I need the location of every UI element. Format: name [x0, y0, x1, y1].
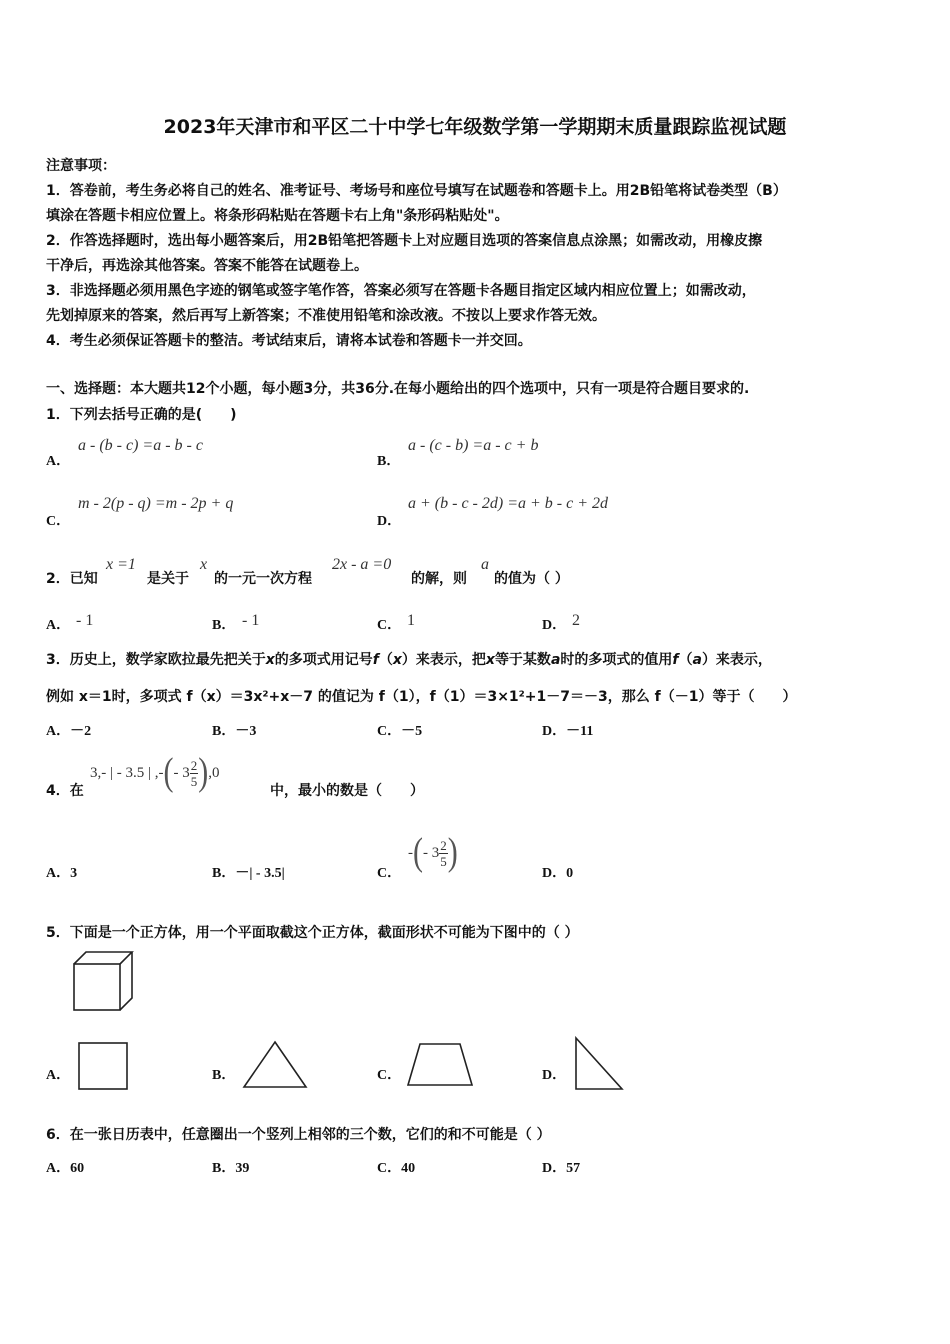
q2-option-b: - 1	[242, 612, 260, 629]
q2-option-c: 1	[407, 612, 415, 629]
q2-option-a-label: A．	[46, 618, 71, 633]
q4-option-b: B．－| - 3.5|	[212, 866, 285, 881]
q1-stem: 1．下列去括号正确的是( )	[46, 407, 237, 423]
q2-math: x =1	[106, 556, 136, 573]
q3-option-d: D．－11	[542, 724, 594, 739]
notice-line: 4．考生必须保证答题卡的整洁。考试结束后，请将本试卷和答题卡一并交回。	[46, 333, 532, 349]
q4-math-set	[90, 750, 220, 794]
fraction: $\frac{2}{5}$	[190, 757, 198, 789]
q2-option-d-label: D．	[542, 618, 567, 633]
trapezoid-shape	[406, 1042, 474, 1088]
right-triangle-shape	[574, 1036, 624, 1092]
q1-option-a: a - (b - c) =a - b - c	[78, 437, 203, 454]
q4-math: - 3	[173, 764, 190, 781]
q4-math: 3,- | - 3.5 | ,-	[90, 764, 164, 781]
q1-option-a-label: A．	[46, 454, 71, 469]
right-paren: )	[447, 830, 458, 874]
q4-stem-part: 4．在	[46, 783, 84, 799]
q2-option-b-label: B．	[212, 618, 236, 633]
notice-heading: 注意事项：	[46, 158, 116, 174]
notice-line: 干净后，再选涂其他答案。答案不能答在试题卷上。	[46, 258, 368, 274]
q2-stem-part: 的解，则	[411, 571, 467, 587]
q6-option-a: A．60	[46, 1161, 85, 1176]
q2-math: a	[481, 556, 489, 573]
right-paren: )	[198, 750, 209, 794]
q1-option-d-label: D．	[377, 514, 402, 529]
q2-stem-part: 2．已知	[46, 571, 98, 587]
q2-stem-part: 的一元一次方程	[214, 571, 312, 587]
q5-stem: 5．下面是一个正方体，用一个平面取截这个正方体，截面形状不可能为下图中的（ ）	[46, 925, 579, 941]
q3-option-b: B．－3	[212, 724, 257, 739]
notice-line: 2．作答选择题时，选出每小题答案后，用2B铅笔把答题卡上对应题目选项的答案信息点涂黑；如需改动，用橡皮擦	[46, 233, 763, 249]
notice-line: 1．答卷前，考生务必将自己的姓名、准考证号、考场号和座位号填写在试题卷和答题卡上。用2B铅笔将试卷类型（B）	[46, 183, 787, 199]
q3-stem-line1: 3．历史上，数学家欧拉最先把关于x的多项式用记号f（x）来表示，把x等于某数a时的多项式的值用f（a）来表示，	[46, 652, 772, 668]
q2-math: x	[200, 556, 208, 573]
q2-option-c-label: C．	[377, 618, 402, 633]
q4-option-d: D．0	[542, 866, 574, 881]
section-heading: 一、选择题：本大题共12个小题，每小题3分，共36分.在每小题给出的四个选项中，只有一项是符合题目要求的.	[46, 381, 750, 397]
q3-option-c: C．－5	[377, 724, 423, 739]
q1-option-c: m - 2(p - q) =m - 2p + q	[78, 495, 234, 512]
q3-option-a: A．－2	[46, 724, 92, 739]
q1-option-d: a + (b - c - 2d) =a + b - c + 2d	[408, 495, 609, 512]
q1-option-c-label: C．	[46, 514, 71, 529]
q4-option-a: A．3	[46, 866, 78, 881]
triangle-shape	[242, 1040, 308, 1090]
fraction: $\frac{2}{5}$	[440, 837, 447, 869]
notice-line: 先划掉原来的答案，然后再写上新答案；不准使用铅笔和涂改液。不按以上要求作答无效。	[46, 308, 606, 324]
notice-line: 填涂在答题卡相应位置上。将条形码粘贴在答题卡右上角"条形码粘贴处"。	[46, 208, 509, 224]
q2-option-a: - 1	[76, 612, 94, 629]
q1-option-b-label: B．	[377, 454, 401, 469]
q5-option-d-label: D．	[542, 1068, 567, 1083]
q2-stem-part: 是关于	[147, 571, 189, 587]
q6-stem: 6．在一张日历表中，任意圈出一个竖列上相邻的三个数，它们的和不可能是（ ）	[46, 1127, 551, 1143]
q2-stem-part: 的值为（ ）	[494, 571, 569, 587]
left-paren: (	[413, 830, 423, 874]
q2-math: 2x - a =0	[332, 556, 392, 573]
q5-option-c-label: C．	[377, 1068, 402, 1083]
q4-math: ,0	[208, 764, 220, 781]
left-paren: (	[163, 750, 174, 794]
q6-option-b: B．39	[212, 1161, 250, 1176]
notice-line: 3．非选择题必须用黑色字迹的钢笔或签字笔作答，答案必须写在答题卡各题目指定区域内相应位置上；如需改动，	[46, 283, 756, 299]
square-shape	[78, 1042, 130, 1092]
q1-option-b: a - (c - b) =a - c + b	[408, 437, 539, 454]
q4-stem-part: 中，最小的数是（ ）	[270, 783, 424, 799]
q5-option-a-label: A．	[46, 1068, 71, 1083]
q3-stem-line2: 例如 x＝1时，多项式 f（x）＝3x²+x－7 的值记为 f（1），f（1）＝3×1²+1－7＝－3，那么 f（－1）等于（ ）	[46, 689, 797, 705]
q4-option-c-label: C．	[377, 866, 402, 881]
q6-option-c: C．40	[377, 1161, 416, 1176]
cube-figure	[70, 950, 136, 1014]
q5-option-b-label: B．	[212, 1068, 236, 1083]
q2-option-d: 2	[572, 612, 580, 629]
q4-option-c: - ( - 3 $\frac{2}{5}$ )	[408, 830, 458, 874]
q6-option-d: D．57	[542, 1161, 581, 1176]
page-title: 2023年天津市和平区二十中学七年级数学第一学期期末质量跟踪监视试题	[163, 116, 787, 138]
